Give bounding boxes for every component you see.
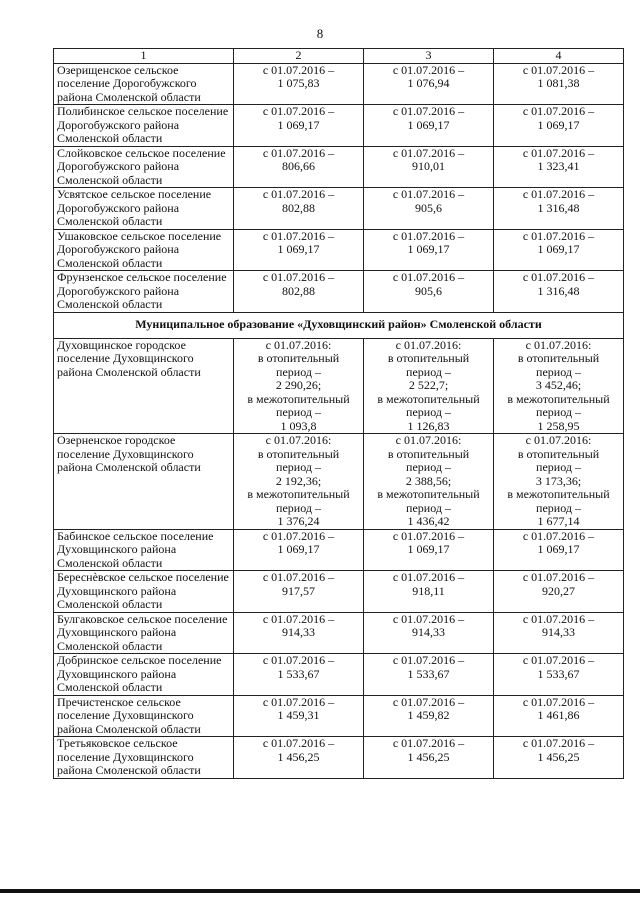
tariff-value-line: с 01.07.2016 – [262,694,335,709]
tariff-value-line: с 01.07.2016 – [262,104,335,118]
tariff-cell-col4 [494,654,624,696]
tariff-value-line: с 01.07.2016 – [262,736,335,750]
tariff-value-line: в межотопительный [377,487,480,501]
tariff-value-line: 806,66 [282,159,315,173]
settlement-name: Бабинское сельское поселение Духовщинского района Смоленской области [54,529,234,571]
tariff-cell-col4 [494,271,624,313]
tariff-value-line: 910,01 [412,159,445,173]
tariff-cell-col4 [494,612,624,654]
tariff-value-line: 1 533,67 [537,666,580,681]
tariff-value-line: с 01.07.2016: [395,337,462,352]
settlement-name: Пречистенское сельское поселение Духовщинского района Смоленской области [54,695,234,737]
tariff-cell-col2 [234,338,364,434]
tariff-value-line: 1 075,83 [277,76,320,90]
tariff-cell-col2 [234,146,364,188]
tariff-value-line: с 01.07.2016 – [392,611,465,626]
tariff-value-line: в отопительный [387,351,470,365]
tariff-value-line: 1 456,25 [537,749,580,764]
tariff-value-line: 1 069,17 [537,242,580,256]
tariff-value-line: 1 376,24 [277,514,320,528]
tariff-cell-col3 [364,654,494,696]
tariff-value-line: 918,11 [412,583,445,598]
tariff-cell-col4 [494,105,624,147]
column-header-2: 2 [234,49,364,64]
tariff-value-line: с 01.07.2016 – [522,653,595,667]
tariff-value-line: 1 069,17 [407,542,450,556]
table-row [54,695,624,737]
settlement-name: Береснѐвское сельское поселение Духовщинского района Смоленской области [54,571,234,613]
tariff-value-line: с 01.07.2016 – [262,528,335,543]
tariff-value-line: 1 461,86 [537,708,580,722]
tariff-cell-col3 [364,695,494,737]
tariff-value-line: с 01.07.2016 – [522,570,595,584]
tariff-value-line: период – [276,500,321,515]
tariff-value-line: 1 316,48 [537,283,580,298]
tariff-value-line: с 01.07.2016 – [392,528,465,543]
tariff-value-line: с 01.07.2016 – [262,62,335,77]
tariff-value-line: 1 436,42 [407,514,450,528]
tariff-value-line: в отопительный [517,446,600,461]
tariff-value-line: с 01.07.2016 – [522,104,595,118]
tariff-value-line: период – [536,460,581,474]
tariff-value-line: в отопительный [257,351,340,365]
tariff-value-line: с 01.07.2016 – [392,145,465,160]
tariff-value-line: период – [276,364,321,379]
settlement-name: Озерненское городское поселение Духовщинского района Смоленской области [54,434,234,530]
tariff-cell-col2 [234,188,364,230]
table-row [54,271,624,313]
tariff-cell-col3 [364,737,494,779]
tariff-value-line: с 01.07.2016: [265,337,332,352]
tariff-value-line: 905,6 [415,283,442,298]
settlement-name: Полибинское сельское поселение Дорогобужского района Смоленской области [54,105,234,147]
tariff-cell-col4 [494,229,624,271]
tariff-value-line: 1 533,67 [407,666,450,681]
tariff-value-line: с 01.07.2016 – [522,145,595,160]
table-row [54,612,624,654]
tariff-value-line: с 01.07.2016 – [392,228,465,243]
tariff-value-line: с 01.07.2016 – [262,653,335,667]
tariff-value-line: 1 069,17 [277,242,320,256]
table-row [54,105,624,147]
tariff-value-line: 3 173,36; [535,473,582,488]
tariff-value-line: с 01.07.2016 – [522,736,595,750]
table-header-row [54,49,624,64]
tariff-value-line: с 01.07.2016 – [262,270,335,284]
tariff-value-line: 1 323,41 [537,159,580,173]
tariff-value-line: с 01.07.2016: [525,337,592,352]
tariff-value-line: 1 069,17 [537,542,580,556]
tariff-value-line: период – [536,500,581,515]
tariff-value-line: с 01.07.2016: [395,433,462,447]
column-header-3: 3 [364,49,494,64]
tariff-value-line: в межотопительный [247,487,350,501]
tariff-value-line: период – [406,500,451,515]
tariff-cell-col3 [364,612,494,654]
table-row [54,654,624,696]
tariff-table [53,48,624,779]
tariff-value-line: с 01.07.2016 – [262,187,335,201]
tariff-cell-col2 [234,529,364,571]
tariff-value-line: 1 126,83 [407,418,450,433]
tariff-value-line: в межотопительный [507,487,610,501]
tariff-value-line: 1 456,25 [407,749,450,764]
tariff-value-line: период – [536,405,581,419]
tariff-cell-col3 [364,63,494,105]
tariff-value-line: 1 081,38 [537,76,580,90]
tariff-value-line: с 01.07.2016 – [262,570,335,584]
tariff-value-line: в отопительный [387,446,470,461]
tariff-value-line: 1 258,95 [537,418,580,433]
tariff-value-line: 1 069,17 [277,542,320,556]
tariff-value-line: с 01.07.2016 – [392,187,465,201]
settlement-name: Усвятское сельское поселение Дорогобужского района Смоленской области [54,188,234,230]
tariff-cell-col2 [234,229,364,271]
settlement-name: Ушаковское сельское поселение Дорогобужского района Смоленской области [54,229,234,271]
tariff-value-line: с 01.07.2016 – [522,611,595,626]
tariff-value-line: период – [276,405,321,419]
tariff-value-line: с 01.07.2016 – [522,270,595,284]
tariff-value-line: 1 456,25 [277,749,320,764]
tariff-value-line: с 01.07.2016 – [262,228,335,243]
tariff-cell-col2 [234,695,364,737]
tariff-value-line: 2 522,7; [408,378,449,392]
tariff-cell-col3 [364,105,494,147]
settlement-name: Добринское сельское поселение Духовщинского района Смоленской области [54,654,234,696]
tariff-value-line: в межотопительный [247,391,350,406]
tariff-cell-col3 [364,338,494,434]
tariff-cell-col2 [234,737,364,779]
tariff-value-line: период – [406,460,451,474]
tariff-value-line: с 01.07.2016 – [522,228,595,243]
tariff-cell-col3 [364,271,494,313]
tariff-cell-col3 [364,571,494,613]
tariff-value-line: в межотопительный [507,391,610,406]
tariff-value-line: 802,88 [282,283,315,298]
tariff-cell-col4 [494,695,624,737]
tariff-value-line: 1 677,14 [537,514,580,528]
tariff-cell-col4 [494,434,624,530]
tariff-cell-col2 [234,434,364,530]
tariff-value-line: 914,33 [542,625,575,639]
table-row [54,529,624,571]
tariff-value-line: в отопительный [517,351,600,365]
table-row [54,571,624,613]
tariff-value-line: 2 290,26; [275,378,322,392]
tariff-value-line: 905,6 [415,200,442,215]
table-row [54,146,624,188]
tariff-cell-col2 [234,654,364,696]
section-row [54,312,624,338]
tariff-value-line: 914,33 [282,625,315,639]
column-header-1: 1 [54,49,234,64]
tariff-cell-col3 [364,146,494,188]
tariff-table-body [54,49,624,779]
tariff-value-line: с 01.07.2016 – [262,145,335,160]
tariff-value-line: 1 459,31 [277,708,320,722]
tariff-value-line: с 01.07.2016 – [392,570,465,584]
tariff-cell-col2 [234,271,364,313]
tariff-value-line: с 01.07.2016 – [522,187,595,201]
tariff-cell-col3 [364,188,494,230]
tariff-value-line: 914,33 [412,625,445,639]
settlement-name: Озерищенское сельское поселение Дорогобужского района Смоленской области [54,63,234,105]
settlement-name: Булгаковское сельское поселение Духовщинского района Смоленской области [54,612,234,654]
tariff-value-line: с 01.07.2016 – [392,104,465,118]
tariff-value-line: с 01.07.2016 – [392,736,465,750]
tariff-value-line: с 01.07.2016 – [262,611,335,626]
tariff-value-line: с 01.07.2016: [265,433,332,447]
settlement-name: Фрунзенское сельское поселение Дорогобужского района Смоленской области [54,271,234,313]
tariff-value-line: 1 316,48 [537,200,580,215]
tariff-value-line: с 01.07.2016 – [522,62,595,77]
tariff-cell-col4 [494,571,624,613]
tariff-value-line: с 01.07.2016 – [522,694,595,709]
tariff-cell-col2 [234,63,364,105]
bottom-rule [0,889,640,893]
tariff-cell-col4 [494,188,624,230]
tariff-value-line: в отопительный [257,446,340,461]
tariff-value-line: с 01.07.2016 – [392,62,465,77]
tariff-value-line: период – [536,364,581,379]
tariff-cell-col3 [364,229,494,271]
tariff-value-line: с 01.07.2016 – [392,653,465,667]
tariff-value-line: 1 076,94 [407,76,450,90]
tariff-value-line: с 01.07.2016 – [392,694,465,709]
settlement-name: Третьяковское сельское поселение Духовщинского района Смоленской области [54,737,234,779]
tariff-value-line: период – [406,364,451,379]
table-row [54,434,624,530]
tariff-value-line: с 01.07.2016 – [522,528,595,543]
tariff-value-line: период – [406,405,451,419]
section-title: Муниципальное образование «Духовщинский район» Смоленской области [54,312,624,338]
tariff-value-line: 802,88 [282,200,315,215]
tariff-cell-col4 [494,529,624,571]
tariff-cell-col4 [494,737,624,779]
tariff-value-line: 920,27 [542,583,575,598]
tariff-value-line: в межотопительный [377,391,480,406]
tariff-value-line: 1 069,17 [407,117,450,132]
column-header-4: 4 [494,49,624,64]
table-row [54,188,624,230]
tariff-value-line: 1 069,17 [537,117,580,132]
tariff-value-line: 917,57 [282,583,315,598]
tariff-value-line: 2 388,56; [405,473,452,488]
tariff-value-line: 1 459,82 [407,708,450,722]
table-row [54,338,624,434]
table-row [54,63,624,105]
tariff-cell-col2 [234,105,364,147]
tariff-value-line: с 01.07.2016: [525,433,592,447]
tariff-cell-col4 [494,63,624,105]
tariff-cell-col4 [494,146,624,188]
tariff-value-line: 1 069,17 [277,117,320,132]
tariff-cell-col3 [364,434,494,530]
page-number: 8 [316,26,324,41]
settlement-name: Слойковское сельское поселение Дорогобужского района Смоленской области [54,146,234,188]
tariff-value-line: 1 069,17 [407,242,450,256]
tariff-cell-col2 [234,571,364,613]
settlement-name: Духовщинское городское поселение Духовщинского района Смоленской области [54,338,234,434]
tariff-value-line: 3 452,46; [535,378,582,392]
table-row [54,737,624,779]
tariff-value-line: период – [276,460,321,474]
tariff-value-line: 1 533,67 [277,666,320,681]
tariff-value-line: с 01.07.2016 – [392,270,465,284]
table-row [54,229,624,271]
tariff-cell-col4 [494,338,624,434]
tariff-cell-col2 [234,612,364,654]
tariff-cell-col3 [364,529,494,571]
tariff-value-line: 2 192,36; [275,473,322,488]
tariff-value-line: 1 093,8 [280,418,317,433]
